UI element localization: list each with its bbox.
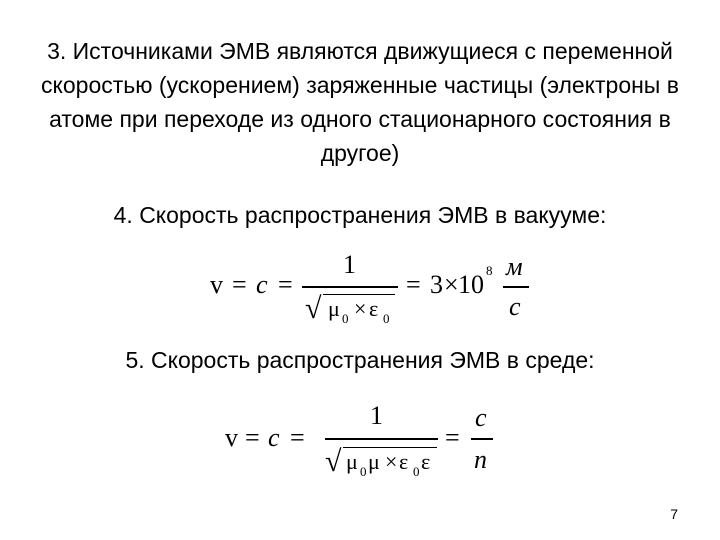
mu-subscript: 0 xyxy=(342,311,349,326)
formula-speed-vacuum xyxy=(210,250,540,330)
fraction-numerator: 1 xyxy=(343,250,356,279)
fraction-bar xyxy=(325,438,438,440)
times-sign: × xyxy=(354,296,367,321)
mu-symbol: μ xyxy=(328,296,340,321)
ratio-fraction-bar xyxy=(471,438,493,440)
fraction-bar xyxy=(302,286,398,288)
mu-symbol: μ xyxy=(368,449,380,474)
unit-seconds: с xyxy=(509,292,521,321)
velocity-symbol: v xyxy=(210,270,223,299)
epsilon-zero-symbol: ε xyxy=(399,449,409,474)
equals-sign: = xyxy=(232,270,247,299)
refractive-index-symbol: n xyxy=(474,445,487,474)
equals-sign: = xyxy=(278,270,293,299)
epsilon-symbol: ε xyxy=(421,449,431,474)
times-sign: × xyxy=(444,270,459,299)
speed-of-light-symbol: c xyxy=(268,423,280,452)
coefficient: 3 xyxy=(430,270,443,299)
page-number: 7 xyxy=(670,506,678,522)
square-root-sign: √ xyxy=(305,292,322,325)
speed-of-light-symbol: c xyxy=(256,270,268,299)
unit-meters: м xyxy=(506,252,523,281)
mu-zero-symbol: μ xyxy=(346,449,358,474)
equals-sign: = xyxy=(290,423,305,452)
epsilon-subscript: 0 xyxy=(383,311,390,326)
fraction-numerator: 1 xyxy=(370,401,383,430)
paragraph-speed-vacuum: 4. Скорость распространения ЭМВ в вакууме: xyxy=(113,202,607,228)
radical-bar xyxy=(343,447,437,448)
paragraph-sources-emw: 3. Источниками ЭМВ являются движущиеся с переменной скоростью (ускорением) заряженные частицы (электроны в атоме при переходе из одного стационарного состояния в другое) xyxy=(41,38,679,166)
formula-speed-medium xyxy=(225,395,525,485)
equals-sign: = xyxy=(245,423,260,452)
velocity-symbol: v xyxy=(225,423,238,452)
power-base: 10 xyxy=(458,270,484,299)
epsilon-zero-subscript: 0 xyxy=(413,464,420,479)
paragraph-speed-medium: 5. Скорость распространения ЭМВ в среде: xyxy=(125,347,595,373)
radical-bar xyxy=(323,294,395,295)
power-exponent: 8 xyxy=(486,263,493,278)
square-root-sign: √ xyxy=(325,445,342,478)
mu-zero-subscript: 0 xyxy=(360,464,367,479)
fraction-c: c xyxy=(475,403,487,432)
epsilon-symbol: ε xyxy=(369,296,379,321)
times-sign: × xyxy=(385,449,398,474)
unit-fraction-bar xyxy=(503,286,529,288)
equals-sign: = xyxy=(445,423,460,452)
equals-sign: = xyxy=(406,270,421,299)
